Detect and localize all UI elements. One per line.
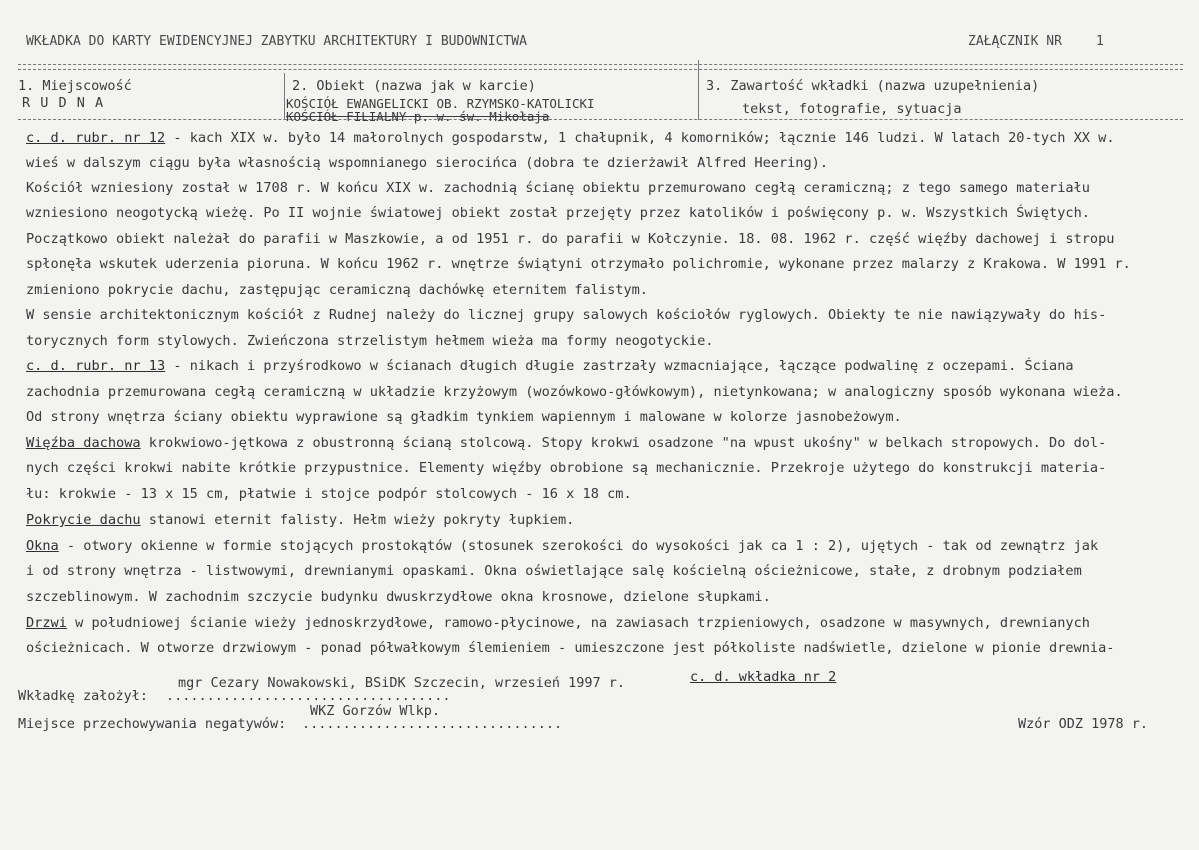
body-line-15: łu: krokwie - 13 x 15 cm, płatwie i stojce podpór stolcowych - 16 x 18 cm. [26,486,632,502]
body-line-13: Więźba dachowa krokwiowo-jętkowa z obustronną ścianą stolcową. Stopy krokwi osadzone "na wpust ukośny" w belkach stropowych. Do dol- [26,435,1107,451]
body-line-12: Od strony wnętrza ściany obiektu wyprawione są gładkim tynkiem wapiennym i malowane w kolorze jasnobeżowym. [26,409,902,425]
top-rule [18,64,1183,65]
storage-label: Miejsce przechowywania negatywów: [18,716,287,732]
heading-okna: Okna [26,538,59,554]
header-bottom-rule [18,119,1183,120]
form-reference: Wzór ODZ 1978 r. [1018,716,1149,732]
body-line-5: Początkowo obiekt należał do parafii w Maszkowie, a od 1951 r. do parafii w Kołczynie. 18. 08. 1962 r. część więźby dachowej i stropu [26,231,1115,247]
storage-dots: ................................ [302,716,563,732]
body-line-9: torycznych form stylowych. Zwieńczona strzelistym hełmem wieża ma formy neogotyckie. [26,333,714,349]
body-line-16: Pokrycie dachu stanowi eternit falisty. Hełm wieży pokryty łupkiem. [26,512,575,528]
heading-pokrycie-dachu: Pokrycie dachu [26,512,141,528]
body-line-14: nych części krokwi nabite krótkie przypustnice. Elementy więźby obrobione są mechanicznie. Przekroje użytego do konstrukcji materia- [26,460,1107,476]
body-line-19: szczeblinowym. W zachodnim szczycie budynku dwuskrzydłowe okna krosnowe, dzielone słupkami. [26,589,771,605]
object-label: 2. Obiekt (nazwa jak w karcie) [292,78,536,94]
locality-label: 1. Miejscowość [18,78,132,94]
body-line-21: ościeżnicach. W otworze drzwiowym - ponad półwałkowym ślemieniem - umieszczone jest półkoliste nadświetle, dzielone w pionie drewnia- [26,640,1115,656]
annex-label: ZAŁĄCZNIK NR [968,34,1062,49]
top-rule-2 [18,69,1183,70]
body-line-7: zmieniono pokrycie dachu, zastępując ceramiczną dachówkę eternitem falistym. [26,282,648,298]
body-line-10: c. d. rubr. nr 13 - nikach i przyśrodkowo w ścianach długich długie zastrzały wzmacniające, łączące podwalinę z oczepami. Ściana [26,358,1074,374]
body-line-3: Kościół wzniesiony został w 1708 r. W końcu XIX w. zachodnią ścianę obiektu przemurowano cegłą ceramiczną; z tego samego materiału [26,180,1090,196]
author-dots: ................................... [166,688,451,704]
column-divider-1 [284,73,285,119]
heading-drzwi: Drzwi [26,615,67,631]
ref-rubr-13: c. d. rubr. nr 13 [26,358,166,374]
ref-rubr-12: c. d. rubr. nr 12 [26,130,166,146]
body-line-1: c. d. rubr. nr 12 - kach XIX w. było 14 małorolnych gospodarstw, 1 chałupnik, 4 komorników; łącznie 146 ludzi. W latach 20-tych XX w. [26,130,1115,146]
body-line-20: Drzwi w południowej ścianie wieży jednoskrzydłowe, ramowo-płycinowe, na zawiasach trzpieniowych, osadzone w masywnych, drewnianych [26,615,1090,631]
body-line-18: i od strony wnętrza - listwowymi, drewnianymi opaskami. Okna oświetlające salę kościelną ościeżnicowe, stałe, z drobnym podziałem [26,563,1082,579]
body-line-8: W sensie architektonicznym kościół z Rudnej należy do licznej grupy salowych kościołów ryglowych. Obiekty te nie nawiązywały do his- [26,307,1107,323]
body-line-4: wzniesiono neogotycką wieżę. Po II wojnie światowej obiekt został przejęty przez katolików i poświęcony p. w. Wszystkich Świętych. [26,205,1090,221]
author-value: mgr Cezary Nowakowski, BSiDK Szczecin, wrzesień 1997 r. [178,675,626,691]
form-title: WKŁADKA DO KARTY EWIDENCYJNEJ ZABYTKU ARCHITEKTURY I BUDOWNICTWA [26,34,527,49]
heading-wiezba-dachowa: Więźba dachowa [26,435,141,451]
body-line-6: spłonęła wskutek uderzenia pioruna. W końcu 1962 r. wnętrze świątyni otrzymało polichromie, wykonane przez malarzy z Krakowa. W 1991 r. [26,256,1131,272]
column-divider-2 [698,60,699,120]
annex-number: 1 [1096,34,1104,49]
content-value: tekst, fotografie, sytuacja [742,101,962,117]
content-label: 3. Zawartość wkładki (nazwa uzupełnienia) [706,78,1040,94]
continuation-ref: c. d. wkładka nr 2 [690,669,837,685]
object-value-line1: KOŚCIÓŁ EWANGELICKI OB. RZYMSKO-KATOLICKI [286,96,595,111]
object-value-line2: KOŚCIÓŁ FILIALNY p. w. św. Mikołaja [286,109,550,124]
locality-value: R U D N A [22,95,105,111]
body-line-2: wieś w dalszym ciągu była własnością wspomnianego sierocińca (dobra te dzierżawił Alfred Heering). [26,155,829,171]
body-line-11: zachodnia przemurowana cegłą ceramiczną w układzie krzyżowym (wozówkowo-główkowym), nietynkowana; w analogiczny sposób wykonana wieża. [26,384,1123,400]
storage-value: WKZ Gorzów Wlkp. [310,703,441,719]
author-label: Wkładkę założył: [18,688,149,704]
body-line-17: Okna - otwory okienne w formie stojących prostokątów (stosunek szerokości do wysokości jak ca 1 : 2), ujętych - tak od zewnątrz jak [26,538,1099,554]
